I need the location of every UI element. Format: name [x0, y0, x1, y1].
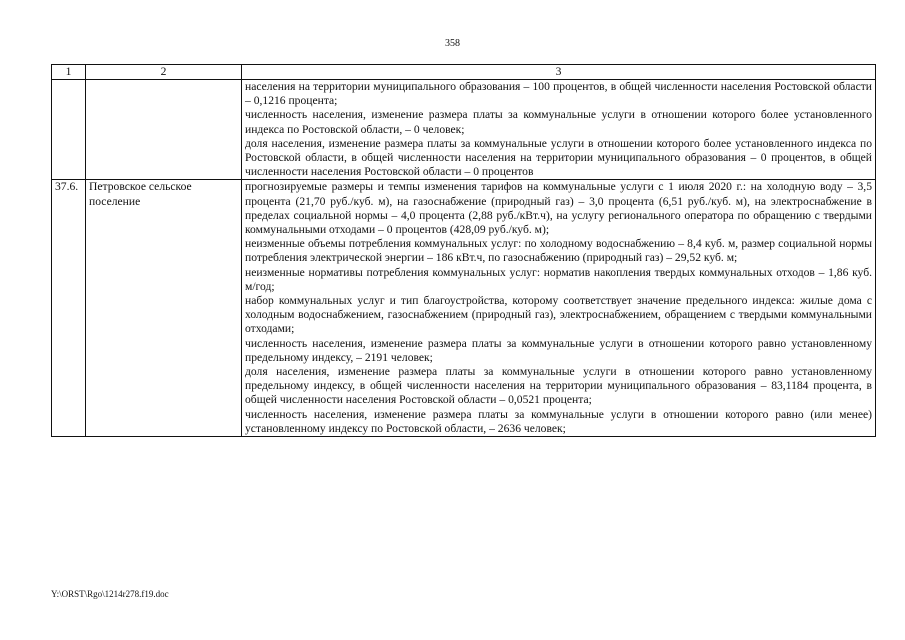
description-paragraph: доля населения, изменение размера платы за коммунальные услуги в отношении которого более установленного индекса по Ростовской области, в общей численности населения на территории муниципального образования – 0 процентов, в общей численности населения Ростовской области – 0 процентов — [245, 136, 872, 179]
description-cell — [242, 180, 876, 437]
table-header-row — [52, 65, 876, 80]
document-path-footer: Y:\ORST\Rgo\1214r278.f19.doc — [51, 589, 169, 599]
description-paragraph: численность населения, изменение размера платы за коммунальные услуги в отношении которого равно (или менее) установленному индексу по Ростовской области, – 2636 человек; — [245, 407, 872, 435]
tariff-table — [51, 64, 876, 437]
page-number: 358 — [445, 38, 460, 49]
description-paragraph: неизменные нормативы потребления коммунальных услуг: норматив накопления твердых коммунальных отходов – 1,86 куб. м/год; — [245, 265, 872, 293]
description-paragraph: численность населения, изменение размера платы за коммунальные услуги в отношении которого более установленного индекса по Ростовской области, – 0 человек; — [245, 108, 872, 136]
table-row — [52, 80, 876, 180]
column-header-2: 2 — [86, 65, 242, 80]
settlement-name-cell: Петровское сельское поселение — [86, 180, 242, 437]
description-paragraph: прогнозируемые размеры и темпы изменения тарифов на коммунальные услуги с 1 июля 2020 г.: на холодную воду – 3,5 процента (21,70 руб./куб. м), на газоснабжение (природный газ) – 3,0 процента (6,51 руб./куб. м), на электроснабжение в пределах социальной нормы – 4,0 процента (2,88 руб./кВт.ч), на услугу регионального оператора по обращению с твердыми коммунальными отходами – 0 процентов (428,09 руб./куб. м); — [245, 180, 872, 237]
description-paragraph: набор коммунальных услуг и тип благоустройства, которому соответствует значение предельного индекса: жилые дома с холодным водоснабжением, газоснабжением (природный газ), электроснабжением, обращением с твердыми коммунальными отходами; — [245, 294, 872, 336]
settlement-name-cell — [86, 80, 242, 180]
description-paragraph: неизменные объемы потребления коммунальных услуг: по холодному водоснабжению – 8,4 куб. м, размер социальной нормы потребления электрической энергии – 186 кВт.ч, по газоснабжению (природный газ) – 29,52 куб. м; — [245, 237, 872, 265]
column-header-3: 3 — [242, 65, 876, 80]
description-paragraph: доля населения, изменение размера платы за коммунальные услуги в отношении которого равно установленному предельному индексу, в общей численности населения на территории муниципального образования – 83,1184 процента, в общей численности населения Ростовской области – 0,0521 процента; — [245, 365, 872, 407]
description-cell — [242, 80, 876, 180]
table-row — [52, 180, 876, 437]
column-header-1: 1 — [52, 65, 86, 80]
description-paragraph: численность населения, изменение размера платы за коммунальные услуги в отношении которого равно установленному предельному индексу, – 2191 человек; — [245, 336, 872, 364]
description-paragraph: населения на территории муниципального образования – 100 процентов, в общей численности населения Ростовской области – 0,1216 процента; — [245, 80, 872, 108]
row-number-cell: 37.6. — [52, 180, 86, 437]
row-number-cell — [52, 80, 86, 180]
